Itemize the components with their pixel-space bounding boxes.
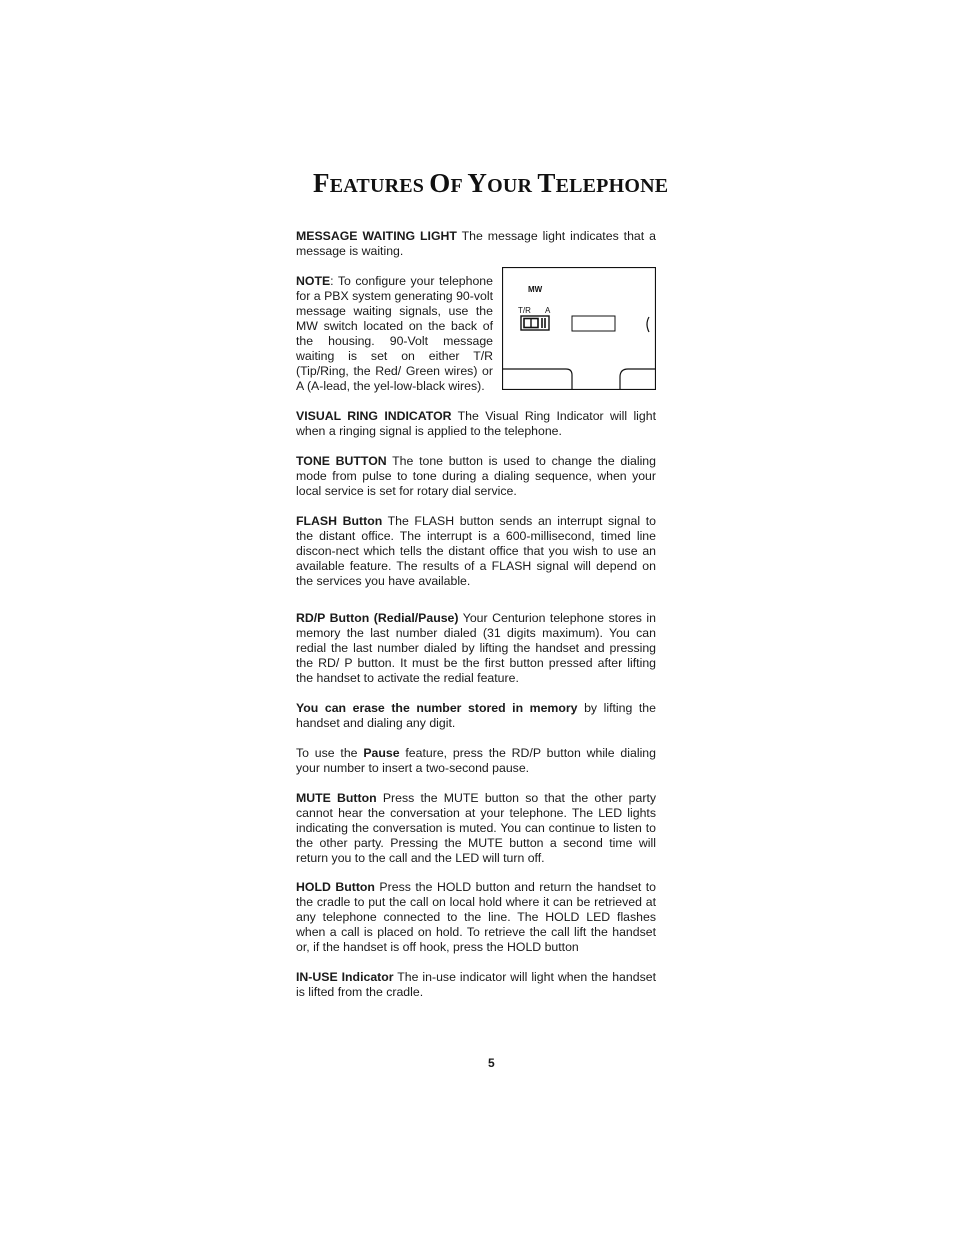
section-heading: FLASH Button [296, 514, 383, 528]
tr-label: T/R [518, 306, 531, 315]
section-in-use-indicator [296, 970, 656, 1000]
section-heading: MESSAGE WAITING LIGHT [296, 229, 457, 243]
section-note [296, 274, 493, 394]
section-visual-ring-indicator [296, 409, 656, 439]
section-heading: IN-USE Indicator [296, 970, 394, 984]
section-heading: RD/P Button (Redial/Pause) [296, 611, 459, 625]
section-hold-button [296, 880, 656, 955]
section-erase-memory [296, 701, 656, 731]
section-heading: VISUAL RING INDICATOR [296, 409, 452, 423]
section-flash-button [296, 514, 656, 589]
section-text: Press the MUTE button so that the other party cannot hear the conversation at your telephone. The LED lights indicating the conversation is muted. You can continue to listen to the other party. Pressing the MUTE button a second time will return you to the call and the LED will turn off. [296, 791, 657, 865]
section-text: : To configure your telephone for a PBX system generating 90-volt message waiting signals, use the MW switch located on the back of the housing. 90-Volt message waiting is set on either T/R (Tip/Ring, the Red/ Green wires) or A (A-lead, the yel-low-black wires). [296, 274, 493, 393]
section-heading: Pause [363, 746, 400, 760]
section-text: The in-use indicator will light when the handset is lifted from the cradle. [296, 970, 656, 999]
section-heading: MUTE Button [296, 791, 377, 805]
section-text: Your Centurion telephone stores in memory the last number dialed (31 digits maximum). You can redial the last number dialed by lifting the handset and pressing the RD/ P button. It must be the first button pressed after lifting the handset to activate the redial feature. [296, 611, 656, 685]
housing-foot-right [620, 369, 656, 389]
housing-slot [572, 316, 615, 331]
section-text-pre: To use the [296, 746, 364, 760]
section-tone-button [296, 454, 656, 499]
section-heading: NOTE [296, 274, 331, 288]
a-label: A [545, 306, 551, 315]
section-heading: You can erase the number stored in memory [296, 701, 578, 715]
section-text: feature, press the RD/P button while dialing your number to insert a two-second pause. [296, 746, 656, 775]
mw-label: MW [528, 285, 543, 294]
page-number: 5 [488, 1056, 495, 1070]
section-text: by lifting the handset and dialing any digit. [296, 701, 656, 730]
page-title: FEATURES OF YOUR TELEPHONE [313, 168, 669, 198]
housing-foot-left [502, 369, 572, 389]
section-rdp-button [296, 611, 656, 686]
section-text: The tone button is used to change the dialing mode from pulse to tone during a dialing sequence, when your local service is set for rotary dial service. [296, 454, 656, 498]
section-text: The FLASH button sends an interrupt signal to the distant office. The interrupt is a 600-millisecond, timed line discon-nect which tells the distant office that you wish to use an available feature. The results of a FLASH signal will depend on the services you have available. [296, 514, 656, 588]
section-mute-button [296, 791, 656, 866]
housing-edge [647, 317, 649, 332]
section-text: The Visual Ring Indicator will light when a ringing signal is applied to the telephone. [296, 409, 657, 438]
section-text: Press the HOLD button and return the handset to the cradle to put the call on local hold where it can be retrieved at any telephone connected to the line. The HOLD LED flashes when a call is placed on hold. To retrieve the call lift the handset or, if the handset is off hook, press the HOLD button [296, 880, 656, 954]
section-text: The message light indicates that a message is waiting. [296, 229, 656, 258]
section-message-waiting [296, 229, 656, 259]
mw-switch-diagram [502, 267, 656, 390]
section-pause [296, 746, 656, 776]
section-heading: HOLD Button [296, 880, 375, 894]
section-heading: TONE BUTTON [296, 454, 387, 468]
